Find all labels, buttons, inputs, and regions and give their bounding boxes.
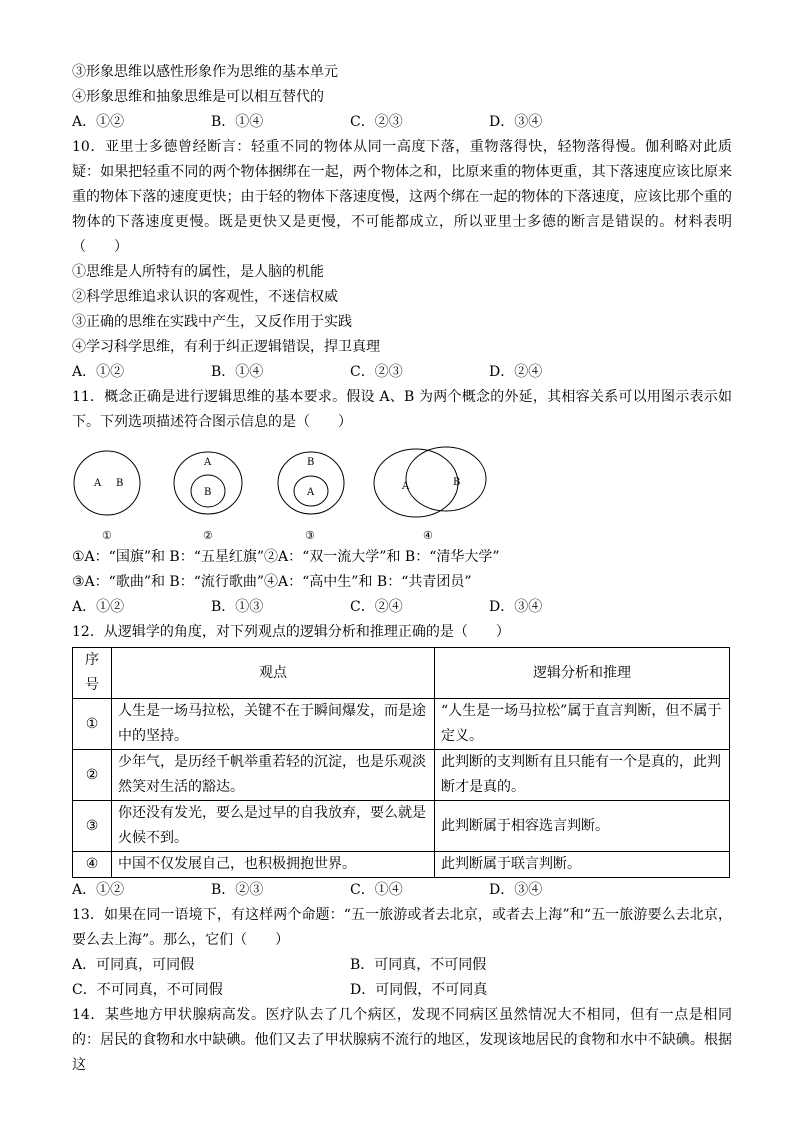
question-12 [72,620,732,903]
q13-stem: 13．如果在同一语境下，有这样两个命题：“五一旅游或者去北京，或者去上海”和“五一旅游要么去北京，要么去上海”。那么，它们（ ） [72,907,732,948]
q12-table [72,647,730,878]
q10-item-4: ④学习科学思维，有利于纠正逻辑错误，捍卫真理 [72,339,380,355]
q11-options [72,595,732,620]
q12-option-c: C．①④ [350,882,403,898]
table-row [73,801,730,852]
q9-option-a: A．①② [72,114,125,130]
q11-item-line-1: ①A：“国旗”和 B：“五星红旗”②A：“双一流大学”和 B：“清华大学” [72,549,500,565]
venn4-circle-b [406,447,486,511]
q10-option-d: D．②④ [489,364,543,380]
question-11 [72,385,732,620]
row-2-analysis: 此判断的支判断有且只能有一个是真的，此判断才是真的。 [435,750,730,801]
q11-option-c: C．②④ [350,599,403,615]
q9-item-4: ④形象思维和抽象思维是可以相互替代的 [72,89,324,105]
venn3-label-a: A [307,487,315,498]
q11-stem: 11．概念正确是进行逻辑思维的基本要求。假设 A、B 为两个概念的外延，其相容关系可以用图示表示如下。下列选项描述符合图示信息的是（ ） [72,389,732,430]
row-3-view: 你还没有发光，要么是过早的自我放弃，要么就是火候不到。 [112,801,435,852]
q9-option-c: C．②③ [350,114,403,130]
q10-option-a: A．①② [72,364,125,380]
q11-option-b: B．①③ [211,599,264,615]
row-2-view: 少年气，是历经千帆举重若轻的沉淀，也是乐观淡然笑对生活的豁达。 [112,750,435,801]
venn1-number: ① [102,529,112,542]
q10-option-b: B．①④ [211,364,264,380]
row-1-view: 人生是一场马拉松，关键不在于瞬间爆发，而是途中的坚持。 [112,699,435,750]
q12-stem: 12．从逻辑学的角度，对下列观点的逻辑分析和推理正确的是（ ） [72,624,510,640]
q13-option-a: A．可同真，可同假 [72,957,195,973]
q13-options-row-2 [72,978,732,1003]
venn-diagrams [72,435,732,545]
venn2-label-b: B [204,487,212,498]
venn1-label-b: B [116,478,124,489]
q10-option-c: C．②③ [350,364,403,380]
q9-item-3: ③形象思维以感性形象作为思维的基本单元 [72,64,338,80]
q11-option-d: D．③④ [489,599,543,615]
row-1-analysis: “人生是一场马拉松”属于直言判断，但不属于定义。 [435,699,730,750]
header-analysis: 逻辑分析和推理 [435,648,730,699]
venn4-label-a: A [402,481,410,492]
q9-option-d: D．③④ [489,114,543,130]
table-row [73,750,730,801]
q13-option-d: D．可同假，不可同真 [350,982,488,998]
question-14 [72,1003,732,1078]
q12-option-a: A．①② [72,882,125,898]
q13-option-c: C．不可同真，不可同假 [72,982,223,998]
q13-options-row-1 [72,953,732,978]
q12-options [72,878,732,903]
row-1-num: ① [73,699,112,750]
q11-option-a: A．①② [72,599,125,615]
venn3-label-b: B [307,457,315,468]
venn3-number: ③ [305,529,315,542]
venn1-label-a: A [94,478,102,489]
venn4-number: ④ [423,529,433,542]
q14-stem: 14．某些地方甲状腺病高发。医疗队去了几个病区，发现不同病区虽然情况大不相同，但有一点是相同的：居民的食物和水中缺碘。他们又去了甲状腺病不流行的地区，发现该地居民的食物和水中不缺碘。根据这 [72,1007,732,1073]
venn1-circle [74,451,140,515]
venn4-label-b: B [453,477,461,488]
q10-item-1: ①思维是人所特有的属性，是人脑的机能 [72,264,324,280]
q10-item-2: ②科学思维追求认识的客观性，不迷信权威 [72,289,338,305]
venn4-circle-a [374,449,461,517]
q12-option-b: B．②③ [211,882,264,898]
venn2-label-a: A [204,457,212,468]
row-3-analysis: 此判断属于相容选言判断。 [435,801,730,852]
question-9-tail [72,60,732,135]
row-4-analysis: 此判断属于联言判断。 [435,852,730,878]
row-4-view: 中国不仅发展自己，也积极拥抱世界。 [112,852,435,878]
q10-options [72,360,732,385]
exam-page [72,60,732,1078]
table-row [73,699,730,750]
q12-option-d: D．③④ [489,882,543,898]
q13-option-b: B．可同真，不可同假 [350,957,487,973]
header-view: 观点 [112,648,435,699]
row-2-num: ② [73,750,112,801]
q11-item-line-2: ③A：“歌曲”和 B：“流行歌曲”④A：“高中生”和 B：“共青团员” [72,574,472,590]
question-10 [72,135,732,385]
q9-option-b: B．①④ [211,114,264,130]
venn-diagram-svg [72,435,732,545]
row-4-num: ④ [73,852,112,878]
header-num: 序号 [73,648,112,699]
row-3-num: ③ [73,801,112,852]
table-row [73,852,730,878]
q9-options [72,110,732,135]
venn2-number: ② [203,529,213,542]
table-header-row [73,648,730,699]
q10-stem: 10．亚里士多德曾经断言：轻重不同的物体从同一高度下落，重物落得快，轻物落得慢。伽利略对此质疑：如果把轻重不同的两个物体捆绑在一起，两个物体之和，比原来重的物体更重，其下落速度应该比原来重的物体下落的速度更快；由于轻的物体下落速度慢，这两个绑在一起的物体的下落速度，应该比那个重的物体的下落速度更慢。既是更快又是更慢，不可能都成立，所以亚里士多德的断言是错误的。材料表明（ ） [72,139,732,255]
question-13 [72,903,732,1003]
q10-item-3: ③正确的思维在实践中产生，又反作用于实践 [72,314,352,330]
